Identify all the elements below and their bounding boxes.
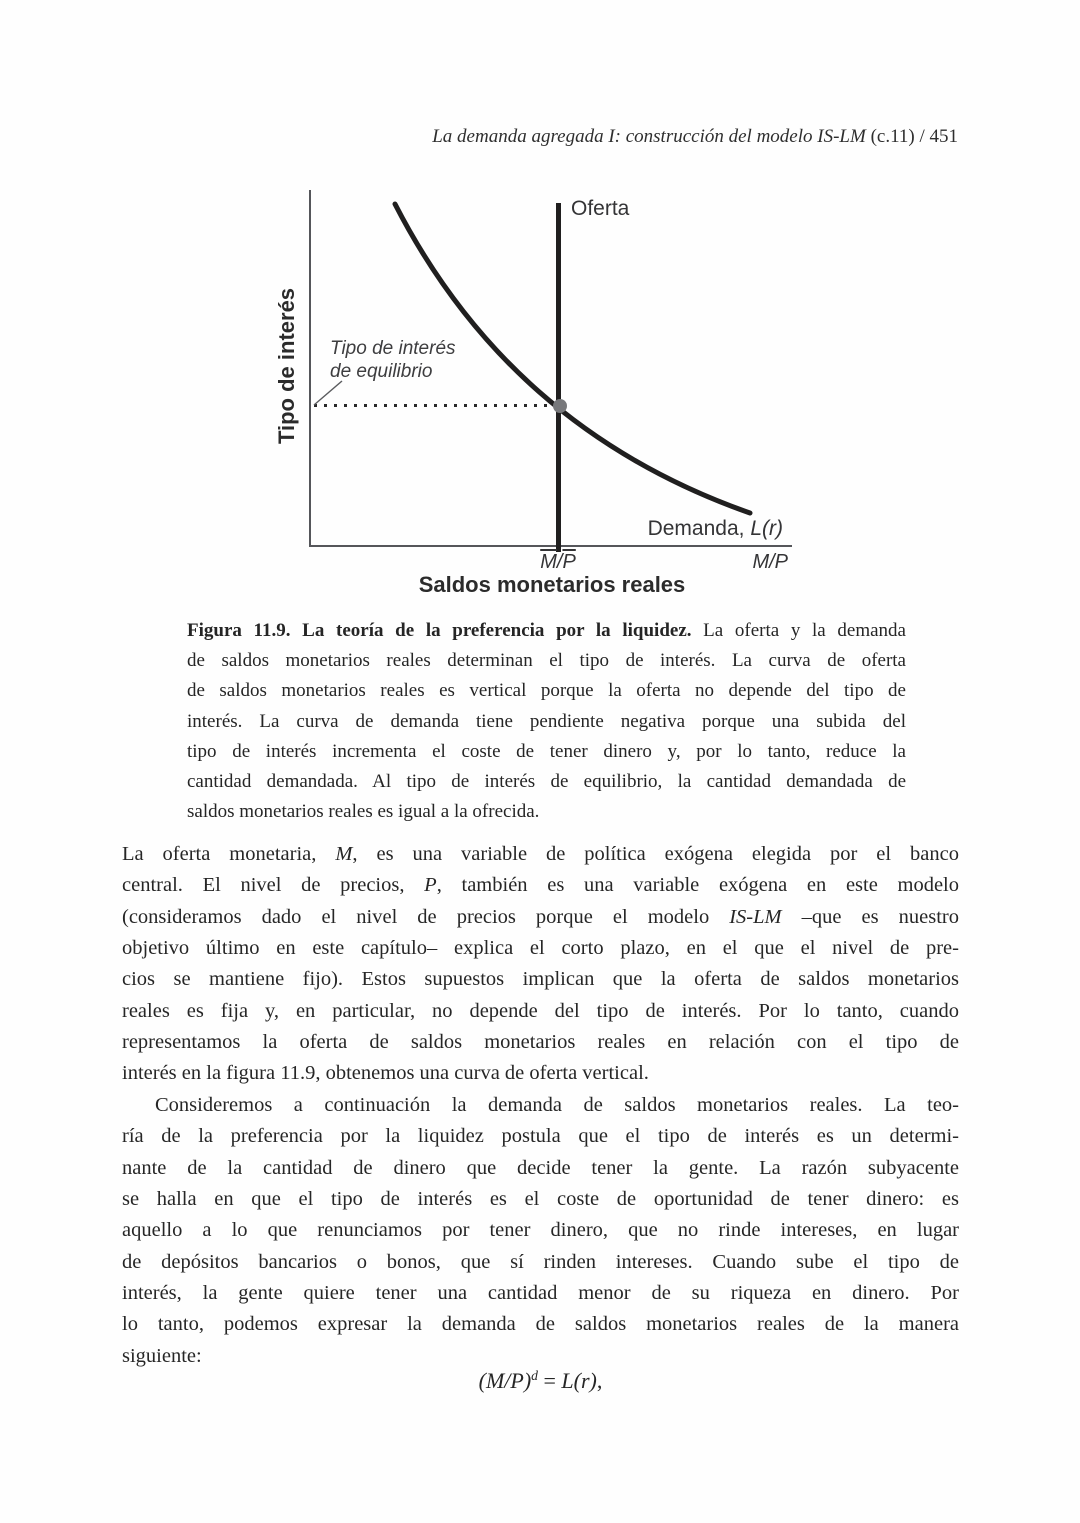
x-axis-line bbox=[309, 545, 792, 547]
text-segment: interés. La curva de demanda tiene pendiente negativa porque una subida del bbox=[187, 710, 906, 732]
text-line bbox=[122, 996, 959, 1027]
text-segment: r bbox=[580, 1368, 590, 1393]
text-segment: La oferta y la demanda bbox=[691, 620, 906, 641]
x-axis-title: Saldos monetarios reales bbox=[418, 572, 686, 597]
text-line bbox=[122, 1058, 959, 1089]
text-line bbox=[122, 964, 959, 995]
text-segment: siguiente: bbox=[122, 1344, 202, 1367]
text-segment: La oferta monetaria, bbox=[122, 843, 336, 865]
text-segment: IS-LM bbox=[729, 905, 782, 928]
text-segment: M bbox=[335, 843, 353, 865]
figure-caption bbox=[187, 616, 906, 827]
text-segment: ) bbox=[776, 517, 783, 540]
text-segment: d bbox=[531, 1367, 538, 1383]
text-segment: reales es fija y, en particular, no depende del tipo de interés. Por lo tanto, cuando bbox=[122, 999, 959, 1022]
text-line bbox=[122, 1184, 959, 1215]
text-segment: P bbox=[424, 874, 437, 897]
equilibrium-annotation-line1: Tipo de interés bbox=[330, 338, 456, 359]
text-line bbox=[122, 902, 959, 933]
running-head-page-number: (c.11) / 451 bbox=[865, 126, 958, 147]
y-axis-line bbox=[309, 190, 311, 547]
text-segment: lo tanto, podemos expresar la demanda de saldos monetarios reales de la manera bbox=[122, 1313, 959, 1336]
text-line bbox=[187, 797, 906, 827]
text-segment: (M/P) bbox=[478, 1368, 532, 1393]
text-line bbox=[122, 1247, 959, 1278]
x-axis-symbol-label bbox=[752, 551, 788, 574]
text-line bbox=[187, 676, 906, 706]
text-segment: nante de la cantidad de dinero que decide tener la gente. La razón subyacente bbox=[122, 1156, 959, 1179]
equilibrium-dotted-line bbox=[314, 404, 554, 407]
text-line bbox=[187, 707, 906, 737]
text-segment: tipo de interés incrementa el coste de tener dinero y, por lo tanto, reduce la bbox=[187, 740, 906, 762]
running-head-chapter-title: La demanda agregada I: construcción del modelo IS-LM bbox=[432, 126, 866, 147]
text-line bbox=[187, 646, 906, 676]
text-segment: = bbox=[537, 1368, 562, 1393]
text-segment: cantidad demandada. Al tipo de interés de equilibrio, la cantidad demandada de bbox=[187, 771, 906, 793]
text-segment: ( bbox=[762, 517, 769, 540]
text-segment: $\overline{M}$ bbox=[540, 551, 557, 573]
running-head bbox=[432, 126, 958, 148]
text-segment: Figura 11.9. La teoría de la preferencia por la liquidez. bbox=[187, 620, 692, 641]
text-line bbox=[122, 870, 959, 901]
text-segment: , bbox=[596, 1368, 603, 1393]
supply-x-tick-label bbox=[540, 551, 576, 574]
text-segment: (consideramos dado el nivel de precios porque el modelo bbox=[122, 905, 730, 928]
text-segment: aquello a lo que renunciamos por tener dinero, que no rinde intereses, en lugar bbox=[122, 1219, 959, 1242]
text-segment: de depósitos bancarios o bonos, que sí rinden intereses. Cuando sube el tipo de bbox=[122, 1250, 959, 1273]
text-line bbox=[122, 1121, 959, 1152]
text-line bbox=[122, 1153, 959, 1184]
text-line bbox=[122, 839, 959, 870]
body-paragraph-1 bbox=[122, 839, 959, 1090]
y-axis-title: Tipo de interés bbox=[274, 287, 299, 445]
text-segment: saldos monetarios reales es igual a la ofrecida. bbox=[187, 801, 540, 823]
text-line bbox=[122, 1309, 959, 1340]
text-segment: ) bbox=[589, 1368, 597, 1393]
text-segment: L bbox=[750, 517, 762, 540]
text-line bbox=[187, 737, 906, 767]
equilibrium-annotation bbox=[330, 338, 456, 383]
text-segment: interés, la gente quiere tener una cantidad menor de su riqueza en dinero. Por bbox=[122, 1282, 959, 1305]
text-segment: L bbox=[561, 1368, 574, 1393]
body-paragraph-2 bbox=[122, 1090, 959, 1372]
equilibrium-annotation-line2: de equilibrio bbox=[330, 360, 433, 382]
text-segment: central. El nivel de precios, bbox=[122, 874, 425, 897]
text-line bbox=[122, 1027, 959, 1058]
text-line bbox=[122, 933, 959, 964]
text-segment: Consideremos a continuación la demanda de saldos monetarios reales. La teo- bbox=[155, 1094, 959, 1116]
text-line bbox=[122, 1215, 959, 1246]
text-segment: objetivo último en este capítulo– explica el corto plazo, en el que el nivel de pre- bbox=[122, 937, 959, 960]
text-segment: se halla en que el tipo de interés es el coste de oportunidad de tener dinero: es bbox=[122, 1188, 959, 1211]
text-segment: ( bbox=[573, 1368, 581, 1393]
text-segment: representamos la oferta de saldos monetarios reales en relación con el tipo de bbox=[122, 1031, 959, 1054]
text-segment: , es una variable de política exógena elegida por el banco bbox=[352, 843, 959, 865]
text-line bbox=[122, 1090, 959, 1121]
text-segment: interés en la figura 11.9, obtenemos una curva de oferta vertical. bbox=[122, 1062, 649, 1085]
text-segment: cios se mantiene fijo). Estos supuestos implican que la oferta de saldos monetarios bbox=[122, 968, 959, 991]
money-demand-equation bbox=[122, 1368, 959, 1394]
annotation-leader-line bbox=[314, 381, 342, 405]
text-segment: ría de la preferencia por la liquidez postula que el tipo de interés es un determi- bbox=[122, 1125, 959, 1148]
supply-curve-label: Oferta bbox=[571, 197, 630, 220]
text-line bbox=[187, 767, 906, 797]
text-segment: de saldos monetarios reales determinan el tipo de interés. La curva de oferta bbox=[187, 650, 906, 672]
text-segment: / bbox=[556, 551, 563, 573]
text-segment: M/P bbox=[752, 551, 788, 573]
demand-curve-label bbox=[648, 517, 783, 541]
supply-curve-vertical-line bbox=[556, 203, 561, 552]
text-segment: r bbox=[769, 517, 776, 540]
text-line bbox=[122, 1278, 959, 1309]
text-segment: Demanda, bbox=[647, 517, 751, 540]
text-line bbox=[187, 616, 906, 646]
text-segment: de saldos monetarios reales es vertical porque la oferta no depende del tipo de bbox=[187, 680, 906, 702]
text-segment: $\overline{P}$ bbox=[562, 551, 576, 573]
text-segment: , también es una variable exógena en este modelo bbox=[436, 874, 959, 897]
text-segment: –que es nuestro bbox=[781, 905, 959, 928]
